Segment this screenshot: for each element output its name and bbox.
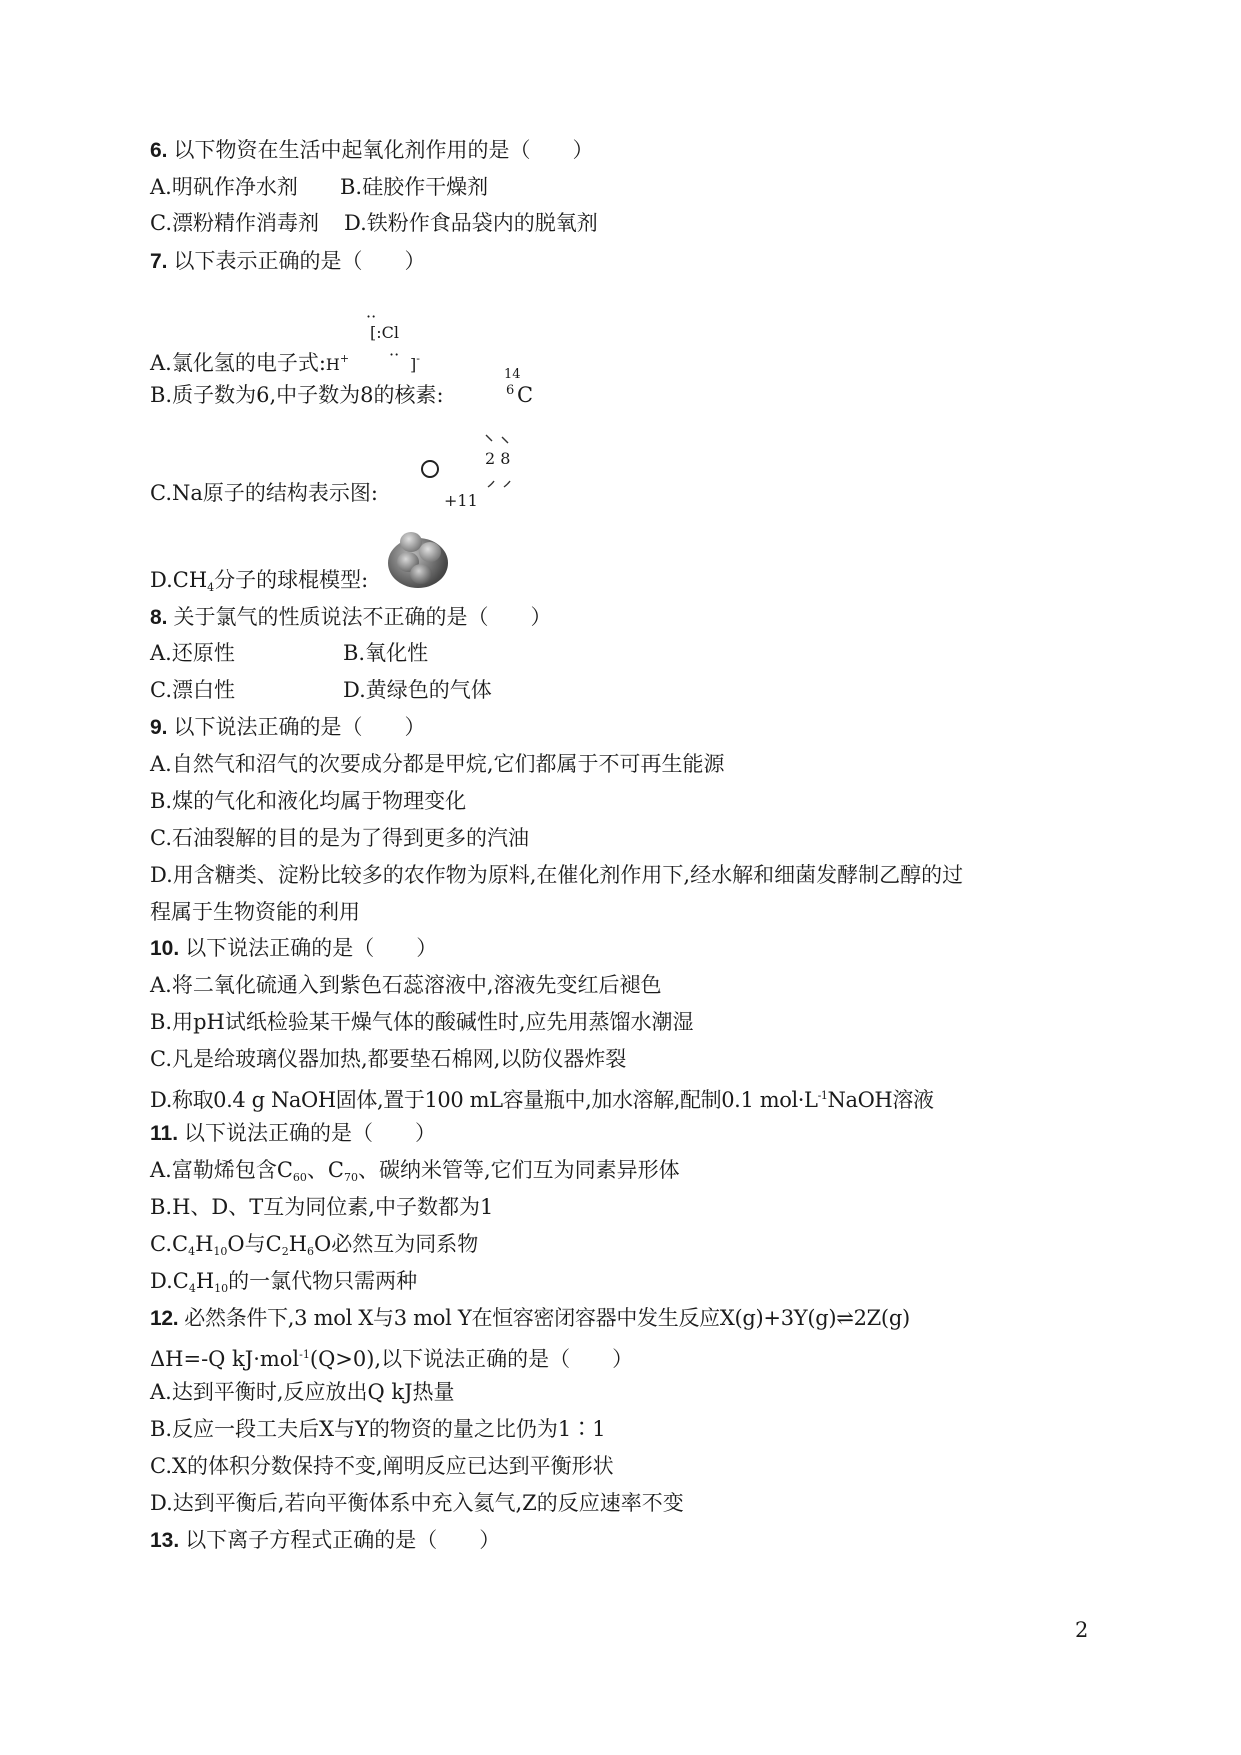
shell-arc-bottom-2 — [504, 481, 510, 487]
q9-option-d-cont: 程属于生物资能的利用 — [150, 900, 360, 924]
option-c: C.漂白性 — [150, 678, 235, 702]
option-b: B.硅胶作干燥剂 — [340, 175, 489, 199]
question-number: 9. — [150, 716, 168, 739]
q12-stem-cont: ΔH=-Q kJ·mol$^{-1}$(Q>0),以下说法正确的是（ ） — [150, 1347, 634, 1371]
q8-options-ab — [150, 640, 429, 666]
charge-minus: - — [416, 352, 420, 365]
q11-option-d: $D.C_4H_{10}$的一氯代物只需两种 — [150, 1269, 418, 1295]
close-bracket: ]- — [410, 352, 420, 374]
subscript: 4 — [207, 581, 215, 594]
option-a: A.明矾作净水剂 — [150, 175, 298, 199]
q7-option-c — [150, 480, 378, 506]
chlorine-bracket-symbol: [:Cl — [370, 323, 399, 342]
option-b-text: B.质子数为6,中子数为8的核素: — [150, 383, 444, 407]
hydrogen-symbol: H — [325, 355, 340, 374]
shell-arc-top-2 — [502, 437, 508, 443]
q12-stem — [150, 1305, 910, 1332]
q9-option-b: B.煤的气化和液化均属于物理变化 — [150, 789, 467, 813]
q7-option-b — [150, 382, 444, 408]
q7-option-a — [150, 346, 349, 378]
question-text: 必然条件下,3 mol X与3 mol Y在恒容密闭容器中发生反应X(g)+3Y(g)⇌2Z(g) — [184, 1306, 910, 1330]
q9-option-c: C.石油裂解的目的是为了得到更多的汽油 — [150, 826, 529, 850]
option-d: D.黄绿色的气体 — [343, 678, 492, 702]
q10-option-d: D.称取0.4 g NaOH固体,置于100 mL容量瓶中,加水溶解,配制0.1 $mol\cdot L^{-1}NaOH$溶液 — [150, 1088, 934, 1112]
question-text: 以下说法正确的是（ ） — [184, 1121, 437, 1145]
q10-option-c: C.凡是给玻璃仪器加热,都要垫石棉网,以防仪器炸裂 — [150, 1047, 627, 1071]
atomic-number: 6 — [506, 383, 515, 398]
q7-stem — [150, 248, 426, 275]
question-text: 以下说法正确的是（ ） — [173, 715, 426, 739]
q12-option-a: A.达到平衡时,反应放出Q kJ热量 — [150, 1380, 455, 1404]
nucleus-charge: +11 — [444, 491, 478, 510]
question-number: 13. — [150, 1529, 180, 1552]
option-a-text: A.氯化氢的电子式: — [150, 351, 326, 375]
q9-option-d: D.用含糖类、淀粉比较多的农作物为原料,在催化剂作用下,经水解和细菌发酵制乙醇的过 — [150, 863, 964, 887]
q9-stem — [150, 714, 426, 741]
q9-option-a: A.自然气和沼气的次要成分都是甲烷,它们都属于不可再生能源 — [150, 752, 725, 776]
q8-options-cd — [150, 677, 492, 703]
charge-plus: + — [339, 352, 350, 365]
electron-dots-bottom: ·· — [389, 345, 400, 364]
question-number: 7. — [150, 250, 168, 273]
electron-dots-top: ·· — [366, 307, 377, 326]
q7-option-d: $D.CH_4$分子的球棍模型: — [150, 568, 369, 594]
question-number: 12. — [150, 1307, 179, 1330]
question-text: 以下离子方程式正确的是（ ） — [185, 1528, 501, 1552]
option-b: B.氧化性 — [343, 641, 429, 665]
question-text: 以下说法正确的是（ ） — [185, 936, 438, 960]
option-d: D.铁粉作食品袋内的脱氧剂 — [344, 211, 598, 235]
nucleus-circle-icon — [422, 461, 438, 477]
element-symbol: C — [517, 383, 534, 407]
option-a: A.还原性 — [150, 641, 235, 665]
q10-option-a: A.将二氧化硫通入到紫色石蕊溶液中,溶液先变红后褪色 — [150, 973, 662, 997]
superscript: -1 — [817, 1089, 828, 1102]
q8-stem — [150, 604, 552, 631]
q12-option-d: D.达到平衡后,若向平衡体系中充入氦气,Z的反应速率不变 — [150, 1491, 684, 1515]
question-text: 关于氯气的性质说法不正确的是（ ） — [173, 605, 552, 629]
option-d-text: D.CH — [150, 568, 208, 592]
q12-option-b: B.反应一段工夫后X与Y的物资的量之比仍为1∶1 — [150, 1417, 606, 1441]
option-c: C.漂粉精作消毒剂 — [150, 211, 319, 235]
q6-options-cd — [150, 210, 598, 236]
q11-option-a: A.富勒烯包含$C_{60}$、$C_{70}$、碳纳米管等,它们互为同素异形体 — [150, 1158, 680, 1184]
question-text: 以下物资在生活中起氧化剂作用的是（ ） — [173, 138, 594, 162]
mass-number: 14 — [504, 367, 521, 382]
q12-option-c: C.X的体积分数保持不变,阐明反应已达到平衡形状 — [150, 1454, 614, 1478]
page-number: 2 — [1075, 1618, 1089, 1642]
option-c-text: C.Na原子的结构表示图: — [150, 481, 378, 505]
shell-arc-bottom-1 — [488, 481, 494, 487]
q13-stem — [150, 1527, 500, 1554]
q10-stem — [150, 935, 437, 962]
q11-option-b: B.H、D、T互为同位素,中子数都为1 — [150, 1195, 494, 1219]
q11-stem — [150, 1120, 436, 1147]
question-text: 以下表示正确的是（ ） — [173, 249, 426, 273]
question-number: 10. — [150, 937, 180, 960]
q6-options-ab — [150, 174, 489, 200]
q10-option-b: B.用pH试纸检验某干燥气体的酸碱性时,应先用蒸馏水潮湿 — [150, 1010, 694, 1034]
electron-shell-counts: 2 8 — [485, 449, 511, 468]
question-number: 8. — [150, 606, 168, 629]
question-number: 6. — [150, 139, 168, 162]
q6-stem — [150, 137, 594, 164]
shell-arc-top-1 — [486, 435, 492, 441]
ch4-ball-model-icon — [388, 532, 448, 588]
q11-option-c: $C.C_4H_{10}O$与$C_2H_6O$必然互为同系物 — [150, 1232, 479, 1258]
question-number: 11. — [150, 1122, 179, 1145]
